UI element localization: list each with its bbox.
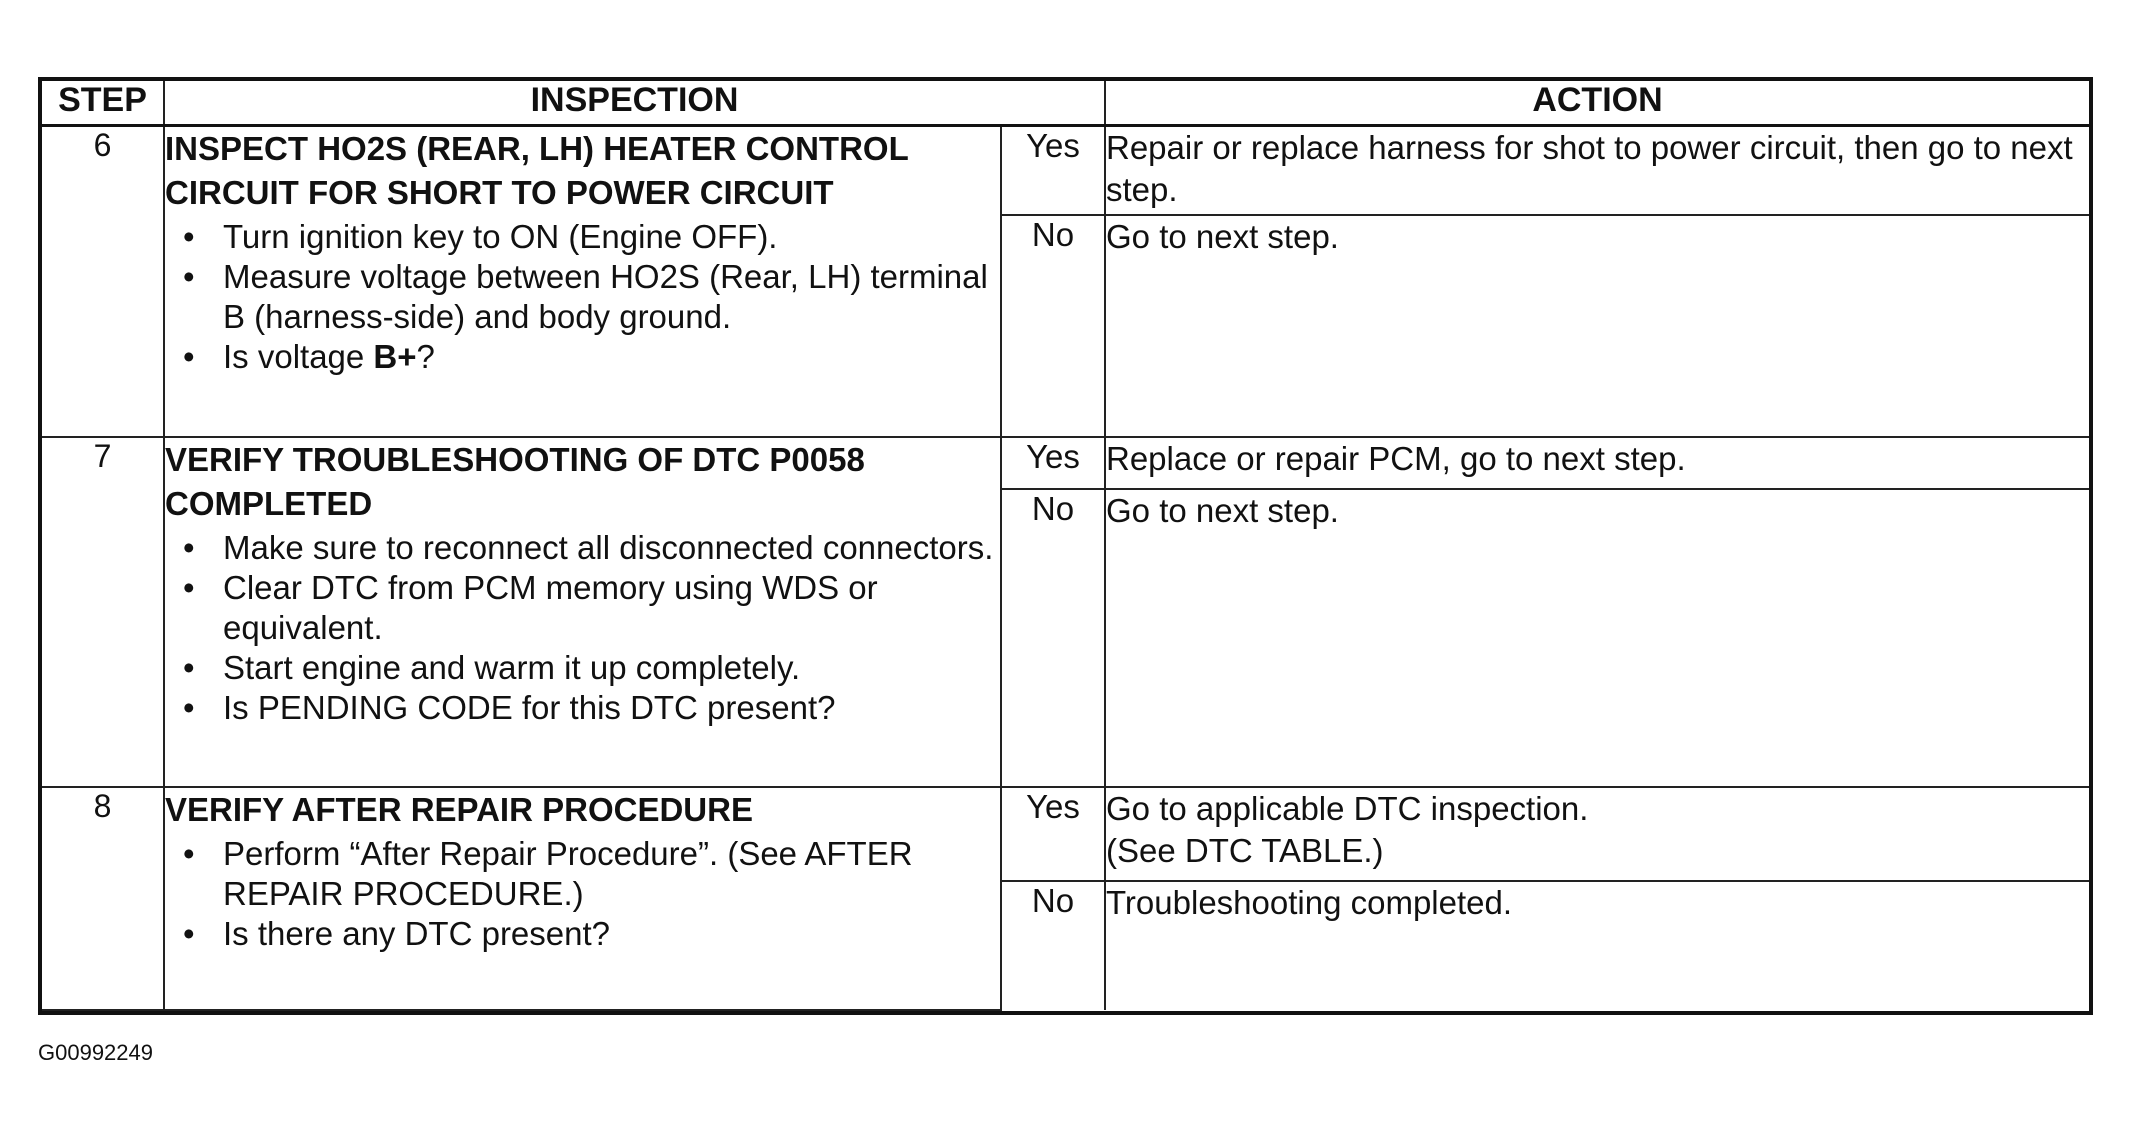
bullet-text: ?: [416, 337, 435, 375]
no-label: No: [1001, 489, 1105, 787]
inspection-title: INSPECT HO2S (REAR, LH) HEATER CONTROL CIRCUIT FOR SHORT TO POWER CIRCUIT: [165, 129, 909, 211]
list-item: • Clear DTC from PCM memory using WDS or equivalent.: [223, 568, 1000, 648]
inspection-bullets: [165, 834, 1000, 954]
step-number: 6: [42, 125, 164, 437]
list-item: [223, 337, 1000, 377]
step-row-8-yes: [42, 787, 2089, 881]
figure-id: G00992249: [38, 1040, 153, 1065]
list-item: • Is PENDING CODE for this DTC present?: [223, 688, 1000, 728]
no-label: No: [1001, 215, 1105, 437]
list-item: • Turn ignition key to ON (Engine OFF).: [223, 217, 1000, 257]
step-column-header: STEP: [42, 81, 164, 125]
step-row-7-yes: [42, 437, 2089, 489]
inspection-bullets: [165, 217, 1000, 377]
step-number: 7: [42, 437, 164, 787]
list-item: • Is there any DTC present?: [223, 914, 1000, 954]
action-column-header: ACTION: [1105, 81, 2089, 125]
step-row-6-yes: [42, 125, 2089, 215]
yes-action: [1105, 787, 2089, 881]
diagnostic-table: [38, 77, 2093, 1015]
yes-action-line: (See DTC TABLE.): [1106, 832, 1384, 869]
list-item: • Perform “After Repair Procedure”. (See AFTER REPAIR PROCEDURE.): [223, 834, 1000, 914]
list-item: • Measure voltage between HO2S (Rear, LH) terminal B (harness-side) and body ground.: [223, 257, 1000, 337]
no-label: No: [1001, 881, 1105, 1010]
bullet-bold-text: B+: [373, 337, 417, 375]
no-action: Troubleshooting completed.: [1105, 881, 2089, 1010]
yes-action: Replace or repair PCM, go to next step.: [1105, 437, 2089, 489]
yes-action: Repair or replace harness for shot to power circuit, then go to next step.: [1105, 125, 2089, 215]
bullet-text: Is voltage: [223, 337, 374, 375]
inspection-cell: [164, 437, 1001, 787]
list-item: • Make sure to reconnect all disconnected connectors.: [223, 528, 1000, 568]
inspection-column-header: INSPECTION: [164, 81, 1105, 125]
inspection-cell: [164, 787, 1001, 1010]
yes-label: Yes: [1001, 437, 1105, 489]
yes-label: Yes: [1001, 787, 1105, 881]
step-number: 8: [42, 787, 164, 1010]
inspection-bullets: [165, 528, 1000, 728]
list-item: • Start engine and warm it up completely.: [223, 648, 1000, 688]
inspection-title: VERIFY TROUBLESHOOTING OF DTC P0058 COMPLETED: [165, 441, 865, 522]
yes-label: Yes: [1001, 125, 1105, 215]
no-action: Go to next step.: [1105, 489, 2089, 787]
inspection-cell: [164, 125, 1001, 437]
no-action: Go to next step.: [1105, 215, 2089, 437]
inspection-title: VERIFY AFTER REPAIR PROCEDURE: [165, 791, 753, 828]
yes-action-line: Go to applicable DTC inspection.: [1106, 790, 1589, 827]
